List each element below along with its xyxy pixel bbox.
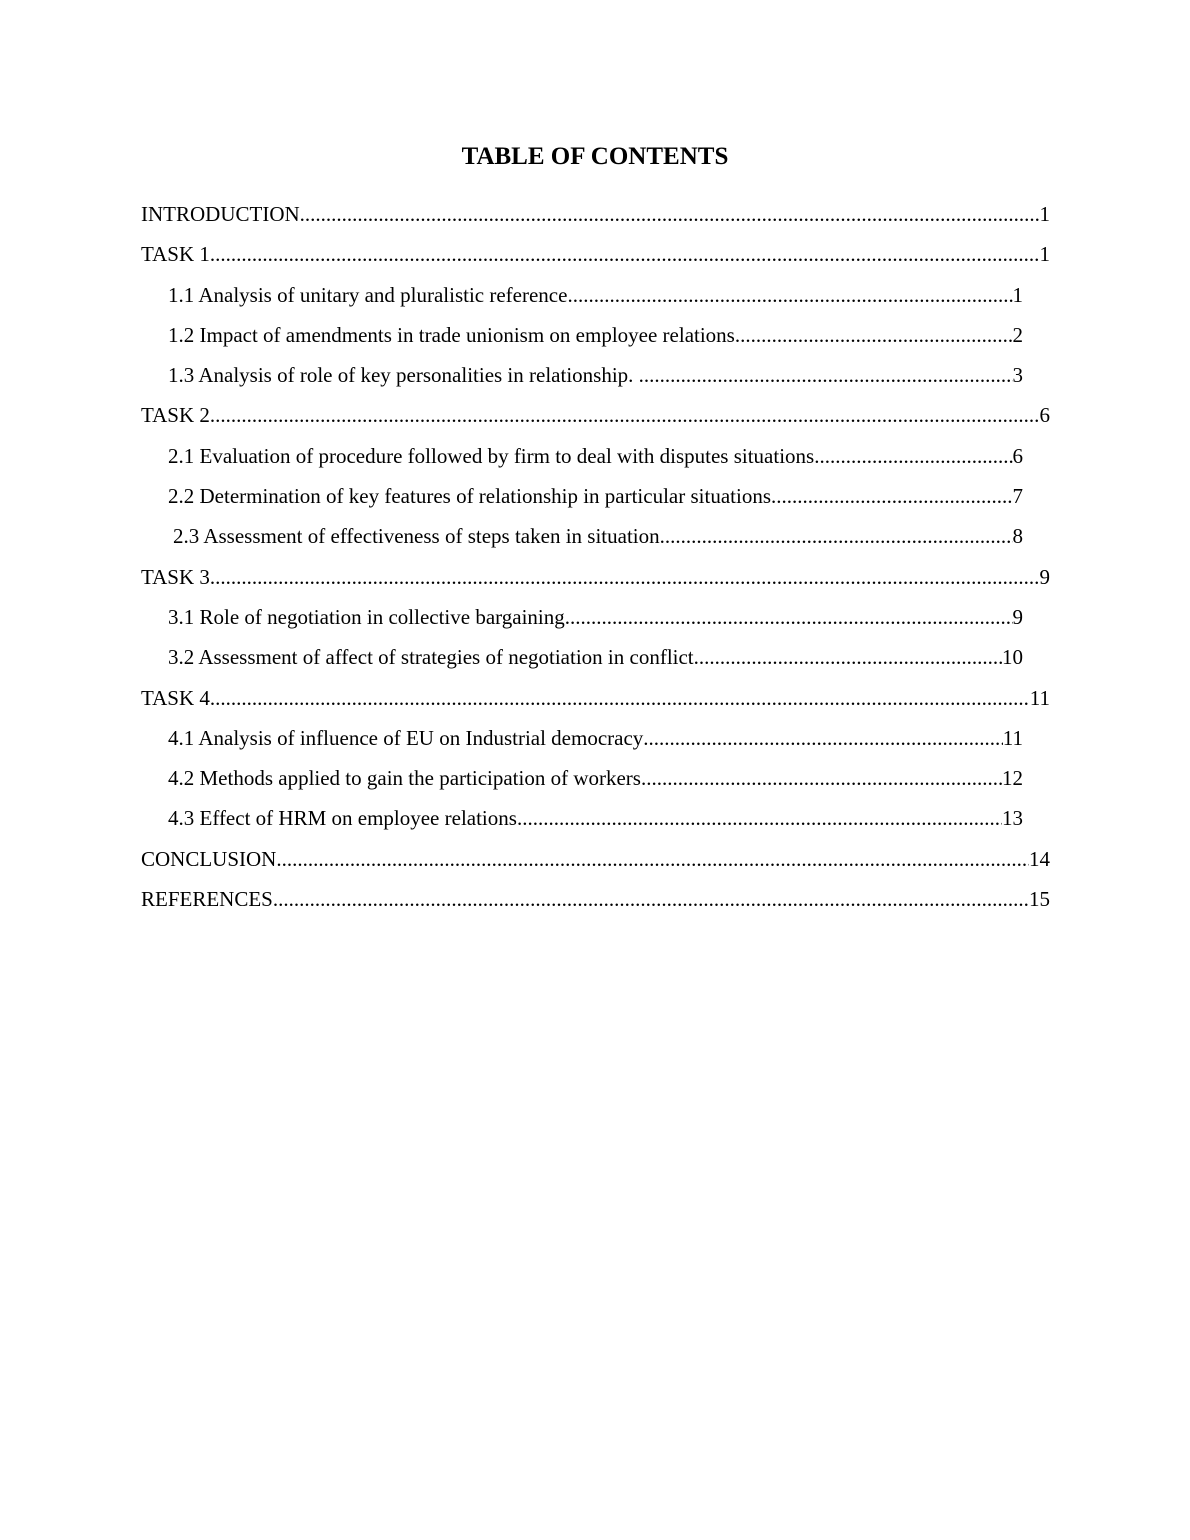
toc-page-number: 3	[1012, 363, 1023, 388]
toc-entry-label: INTRODUCTION	[141, 202, 300, 226]
toc-entry-label: 4.1 Analysis of influence of EU on Industrial democracy	[168, 725, 644, 750]
toc-entry-label: REFERENCES	[141, 887, 273, 912]
toc-entry-label: 3.1 Role of negotiation in collective bargaining	[168, 604, 565, 629]
page-title: TABLE OF CONTENTS	[461, 143, 729, 170]
dot-leader	[300, 197, 1040, 231]
dot-leader	[660, 519, 1013, 553]
dot-leader	[210, 681, 1030, 715]
dot-leader	[694, 640, 1002, 674]
dot-leader	[565, 600, 1013, 634]
toc-entry-label: 1.3 Analysis of role of key personalities in relationship.	[168, 363, 639, 388]
toc-page-number: 8	[1012, 524, 1023, 549]
toc-entry-task-4[interactable]	[141, 680, 1050, 720]
toc-entry-label: 2.1 Evaluation of procedure followed by firm to deal with disputes situations	[168, 443, 815, 468]
toc-entry-4-3[interactable]	[168, 800, 1023, 840]
toc-entry-4-1[interactable]	[168, 720, 1023, 760]
toc-entry-3-2[interactable]	[168, 639, 1023, 679]
dot-leader	[641, 761, 1002, 795]
toc-entry-1-1[interactable]	[168, 277, 1023, 317]
dot-leader	[276, 842, 1029, 876]
toc-entry-4-2[interactable]	[168, 760, 1023, 800]
toc-entry-label: 4.3 Effect of HRM on employee relations	[168, 806, 517, 831]
toc-entry-label: TASK 4	[141, 685, 210, 710]
toc-page-number: 1	[1039, 242, 1050, 267]
toc-entry-task-2[interactable]	[141, 397, 1050, 437]
toc-entry-label: 2.2 Determination of key features of relationship in particular situations	[168, 484, 771, 509]
dot-leader	[273, 882, 1029, 916]
toc-entry-label: CONCLUSION	[141, 846, 277, 871]
dot-leader	[735, 318, 1013, 352]
toc-entry-label: TASK 3	[141, 564, 210, 589]
toc-entry-2-2[interactable]	[168, 478, 1023, 518]
toc-entry-1-3[interactable]	[168, 357, 1023, 397]
dot-leader	[210, 398, 1040, 432]
toc-page-number: 1	[1012, 282, 1023, 307]
toc-entry-label: 1.1 Analysis of unitary and pluralistic reference	[168, 282, 568, 307]
dot-leader	[210, 237, 1040, 271]
table-of-contents	[0, 196, 1190, 921]
toc-entry-2-1[interactable]	[168, 438, 1023, 478]
toc-entry-3-1[interactable]	[168, 599, 1023, 639]
dot-leader	[771, 479, 1013, 513]
toc-entry-conclusion[interactable]	[141, 841, 1050, 881]
toc-entry-1-2[interactable]	[168, 317, 1023, 357]
toc-page-number: 15	[1029, 887, 1050, 912]
toc-page-number: 6	[1012, 443, 1023, 468]
toc-entry-label: TASK 2	[141, 403, 210, 428]
toc-page-number: 10	[1002, 645, 1023, 670]
toc-entry-label: 2.3 Assessment of effectiveness of steps taken in situation	[173, 524, 660, 549]
toc-page-number: 12	[1002, 766, 1023, 791]
toc-entry-2-3[interactable]	[173, 518, 1023, 558]
toc-page-number: 11	[1029, 685, 1050, 710]
toc-entry-task-3[interactable]	[141, 559, 1050, 599]
toc-page-number: 11	[1002, 725, 1023, 750]
toc-entry-label: TASK 1	[141, 242, 210, 267]
toc-entry-introduction[interactable]	[141, 196, 1050, 236]
dot-leader	[643, 721, 1002, 755]
dot-leader	[639, 358, 1013, 392]
toc-entry-task-1[interactable]	[141, 236, 1050, 276]
toc-page-number: 2	[1012, 322, 1023, 347]
toc-entry-label: 3.2 Assessment of affect of strategies of negotiation in conflict	[168, 645, 694, 670]
dot-leader	[210, 560, 1040, 594]
toc-entry-label: 1.2 Impact of amendments in trade unionism on employee relations	[168, 322, 735, 347]
toc-entry-references[interactable]	[141, 881, 1050, 921]
toc-page-number: 9	[1039, 564, 1050, 589]
toc-page-number: 7	[1012, 484, 1023, 509]
toc-page-number: 13	[1002, 806, 1023, 831]
dot-leader	[814, 439, 1012, 473]
toc-page-number: 1	[1039, 202, 1050, 226]
dot-leader	[517, 801, 1002, 835]
toc-page-number: 6	[1039, 403, 1050, 428]
toc-entry-label: 4.2 Methods applied to gain the participation of workers	[168, 766, 641, 791]
toc-page-number: 9	[1012, 604, 1023, 629]
toc-page-number: 14	[1029, 846, 1050, 871]
dot-leader	[567, 278, 1012, 312]
